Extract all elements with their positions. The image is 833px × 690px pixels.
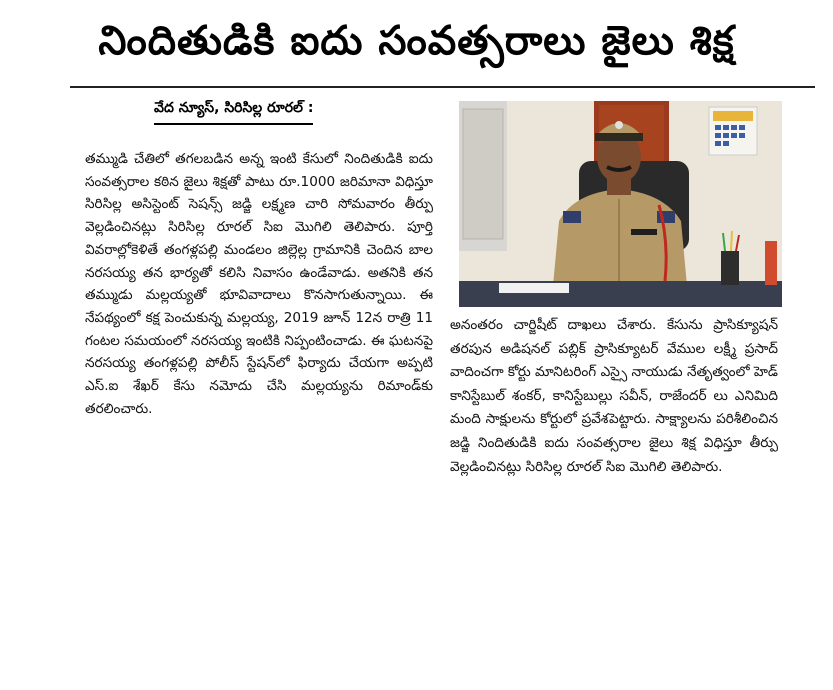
photo-illustration — [459, 101, 782, 307]
police-officer-photo — [459, 101, 782, 307]
article-right-column — [450, 314, 778, 479]
headline: నిందితుడికి ఐదు సంవత్సరాలు జైలు శిక్ష — [98, 18, 735, 64]
left-column-text: తమ్ముడి చేతిలో తగలబడిన అన్న ఇంటి కేసులో నిందితుడికి ఐదు సంవత్సరాల కఠిన జైలు శిక్షతో పాటు రూ.1000 జరిమానా విధిస్తూ సిరిసిల్ల అసిస్టెంట్ సెషన్స్ జడ్జి లక్ష్మణ చారి సోమవారం తీర్పు వెల్లడించినట్లు సిరిసిల్ల రూరల్ సిఐ మొగిలి తెలిపారు. పూర్తి వివరాల్లోకెళితే తంగళ్లపల్లి మండలం జిల్లెల్ల గ్రామానికి చెందిన బాల నరసయ్య తన భార్యతో కలిసి నివాసం ఉండేవాడు. అతనికి తన తమ్ముడు మల్లయ్యతో భూవివాదాలు కొనసాగుతున్నాయి. ఈ నేపథ్యంలో కక్ష పెంచుకున్న మల్లయ్య, 2019 జూన్ 12న రాత్రి 11 గంటల సమయంలో నరసయ్య ఇంటికి నిప్పంటించాడు. ఈ ఘటనపై నరసయ్య తంగళ్లపల్లి పోలీస్ స్టేషన్‌లో ఫిర్యాదు చేయగా అప్పటి ఎస్.ఐ శేఖర్ కేసు నమోదు చేసి మల్లయ్యను రిమాండ్‌కు తరలించారు. — [85, 151, 433, 417]
right-column-text: అనంతరం చార్జిషీట్ దాఖలు చేశారు. కేసును ప్రాసిక్యూషన్ తరపున అడిషనల్ పబ్లిక్ ప్రాసిక్యూటర్ వేముల లక్ష్మీ ప్రసాద్ వాదించగా కోర్టు మానిటరింగ్ ఎస్సై నాయుడు నేతృత్వంలో హెడ్ కానిస్టేబుల్ శంకర్, కానిస్టేబుల్లు సవీన్, రాజేందర్ లు ఎనిమిది మంది సాక్షులను కోర్టులో ప్రవేశపెట్టారు. సాక్ష్యాలను పరిశీలించిన జడ్జి నిందితుడికి ఐదు సంవత్సరాల జైలు శిక్ష విధిస్తూ తీర్పు వెల్లడించినట్లు సిరిసిల్ల రూరల్ సిఐ మొగిలి తెలిపారు. — [450, 317, 778, 475]
byline: వేద న్యూస్, సిరిసిల్ల రూరల్ : — [154, 100, 313, 125]
headline-rule — [70, 86, 815, 88]
article-left-column — [85, 148, 433, 420]
